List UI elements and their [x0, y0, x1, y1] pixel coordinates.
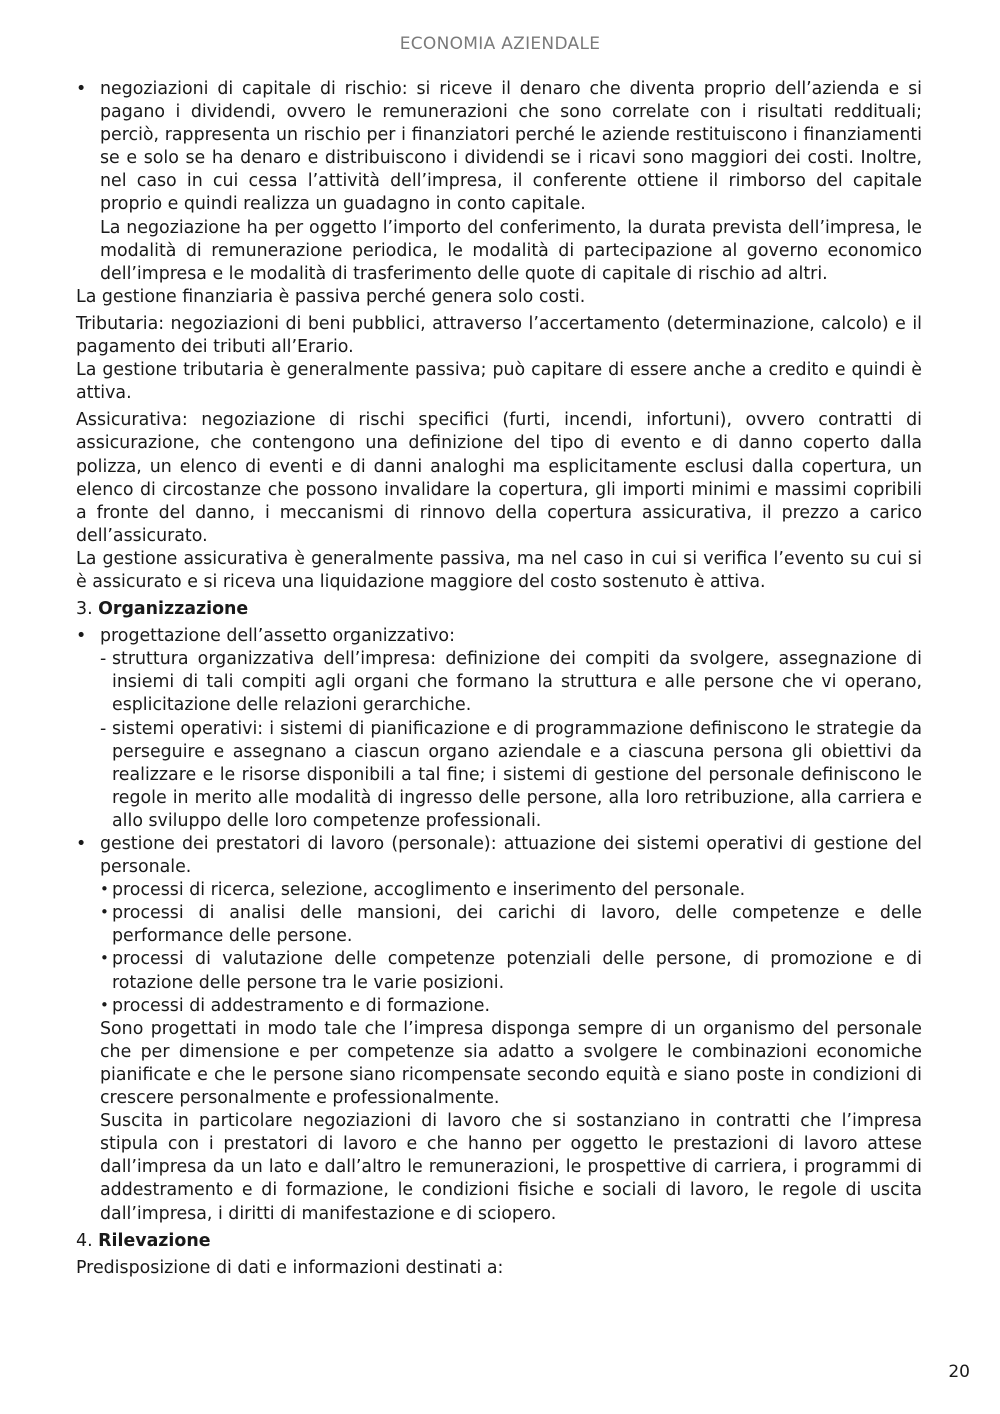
running-header: ECONOMIA AZIENDALE: [399, 34, 601, 54]
dash-item-struttura: [76, 648, 922, 717]
sub-item: [76, 902, 922, 948]
dash-item-sistemi: [76, 718, 922, 833]
bullet-marker: •: [76, 79, 87, 99]
paragraph-predisposizione: Predisposizione di dati e informazioni destinati a:: [76, 1257, 504, 1278]
indented-paragraph: Sono progettati in modo tale che l’impresa disponga sempre di un organismo del personale che per dimensione e per competenze sia adatto a svolgere le combinazioni economiche pianificate e che le persone siano ricompensate secondo equità e siano poste in condizioni di crescere personalmente e professionalmente.: [100, 1018, 922, 1109]
sub-item-text: processi di addestramento e di formazione.: [112, 995, 491, 1016]
sub-item-text: processi di valutazione delle competenze potenziali delle persone, di promozione e di rotazione delle persone tra le varie posizioni.: [112, 949, 922, 993]
page-body: [76, 78, 922, 1280]
sub-bullet-marker: •: [100, 949, 109, 968]
sub-bullet-marker: •: [100, 880, 109, 899]
dash-marker: -: [100, 649, 107, 670]
sub-item-text: processi di analisi delle mansioni, dei carichi di lavoro, delle competenze e delle performance delle persone.: [112, 903, 922, 947]
sub-item: [76, 948, 922, 994]
sub-bullet-marker: •: [100, 903, 109, 922]
sub-item: [76, 879, 922, 902]
dash-marker: -: [100, 718, 107, 739]
section-title: Rilevazione: [98, 1230, 211, 1251]
bullet-text-continued: La negoziazione ha per oggetto l’importo del conferimento, la durata prevista dell’impresa, le modalità di remunerazione periodica, le modalità di partecipazione al governo economico dell’impresa e le modalità di trasferimento delle quote di capitale di rischio ad altri.: [100, 217, 922, 284]
dash-text: sistemi operativi: i sistemi di pianificazione e di programmazione definiscono le strategie da perseguire e assegnano a ciascun organo aziendale e a ciascuna persona gli obiettivi da realizzare e le risorse disponibili a tal fine; i sistemi di gestione del personale definiscono le regole in merito alle modalità di ingresso delle persone, alla loro retribuzione, alla carriera e allo sviluppo delle loro competenze professionali.: [112, 718, 922, 831]
section-heading-organizzazione: [76, 598, 922, 621]
bullet-marker: •: [76, 626, 87, 647]
sub-item: [76, 995, 922, 1018]
paragraph-assicurativa-note: La gestione assicurativa è generalmente passiva, ma nel caso in cui si verifica l’evento su cui si è assicurato e si riceva una liquidazione maggiore del costo sostenuto è attiva.: [76, 548, 922, 592]
paragraph-finanziaria: La gestione finanziaria è passiva perché genera solo costi.: [76, 286, 586, 307]
bullet-text: negoziazioni di capitale di rischio: si riceve il denaro che diventa proprio dell’azienda e si pagano i dividendi, ovvero le remunerazioni che sono correlate con i risultati reddituali; perciò, rappresenta un rischio per i finanziatori perché le aziende restituiscono i finanziamenti se e solo se ha denaro e distribuiscono i dividendi se i ricavi sono maggiori dei costi. Inoltre, nel caso in cui cessa l’attività dell’impresa, il conferente ottiene il rimborso del capitale proprio e quindi realizza un guadagno in conto capitale.: [100, 79, 922, 215]
bullet-text: progettazione dell’assetto organizzativo:: [100, 626, 455, 647]
indented-paragraph: Suscita in particolare negoziazioni di lavoro che si sostanziano in contratti che l’impresa stipula con i prestatori di lavoro e che hanno per oggetto le prestazioni di lavoro attese dall’impresa da un lato e dall’altro le remunerazioni, le prospettive di carriera, i programmi di addestramento e di formazione, le condizioni fisiche e sociali di lavoro, le regole di uscita dall’impresa, i diritti di manifestazione e di sciopero.: [100, 1111, 922, 1224]
paragraph-tributaria: Tributaria: negoziazioni di beni pubblici, attraverso l’accertamento (determinazione, calcolo) e il pagamento dei tributi all’Erario.: [76, 313, 922, 358]
paragraph-assicurativa: Assicurativa: negoziazione di rischi specifici (furti, incendi, infortuni), ovvero contratti di assicurazione, che contengono una definizione del tipo di evento e di danno coperto dalla polizza, un elenco di eventi e di danni analoghi ma esplicitamente esclusi dalla copertura, un elenco di circostanze che possono invalidare la copertura, gli importi minimi e massimi copribili a fronte del danno, i meccanismi di rinnovo della copertura assicurativa, il prezzo a carico dell’assicurato.: [76, 410, 922, 546]
sub-item-text: processi di ricerca, selezione, accoglimento e inserimento del personale.: [112, 880, 746, 901]
page-number: 20: [948, 1362, 970, 1382]
section-number: 3.: [76, 599, 93, 620]
section-title: Organizzazione: [98, 599, 249, 620]
bullet-text: gestione dei prestatori di lavoro (personale): attuazione dei sistemi operativi di gestione del personale.: [100, 834, 922, 878]
paragraph-tributaria-note: La gestione tributaria è generalmente passiva; può capitare di essere anche a credito e quindi è attiva.: [76, 360, 922, 404]
bullet-gestione-personale: [76, 833, 922, 879]
bullet-progettazione: [76, 625, 922, 648]
bullet-marker: •: [76, 834, 87, 854]
dash-text: struttura organizzativa dell’impresa: definizione dei compiti da svolgere, assegnazione di insiemi di tali compiti agli organi che formano la struttura e alle persone che vi operano, esplicitazione delle relazioni gerarchiche.: [112, 649, 922, 716]
section-heading-rilevazione: [76, 1230, 922, 1253]
section-number: 4.: [76, 1230, 93, 1251]
sub-bullet-marker: •: [100, 995, 109, 1014]
bullet-capitale-rischio: [76, 78, 922, 286]
